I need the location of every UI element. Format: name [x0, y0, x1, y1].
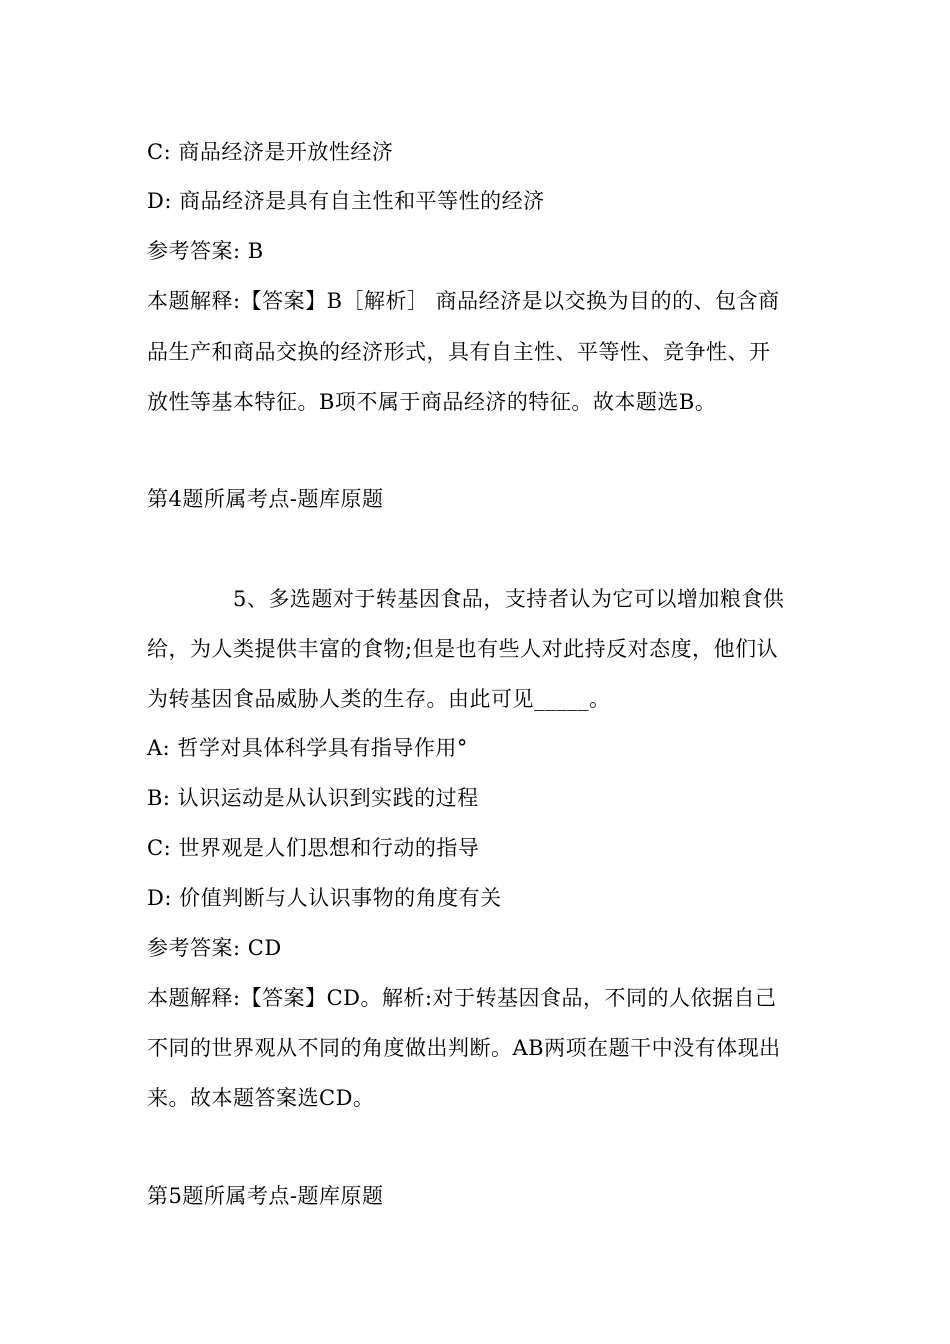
q5-option-c: C: 世界观是人们思想和行动的指导 [147, 836, 480, 860]
q5-option-a: A: 哲学对具体科学具有指导作用° [147, 736, 468, 760]
q5-answer: 参考答案: CD [147, 936, 282, 960]
q5-option-d: D: 价值判断与人认识事物的角度有关 [147, 886, 502, 910]
q3-option-d: D: 商品经济是具有自主性和平等性的经济 [147, 189, 545, 213]
q4-knowledge-point: 第4题所属考点-题库原题 [147, 487, 384, 511]
q3-explanation-line-3: 放性等基本特征。B项不属于商品经济的特征。故本题选B。 [147, 390, 717, 414]
q3-option-c: C: 商品经济是开放性经济 [147, 140, 394, 164]
q5-explanation-line-1: 本题解释:【答案】CD。解析:对于转基因食品，不同的人依据自己 [147, 986, 777, 1010]
q5-explanation-line-2: 不同的世界观从不同的角度做出判断。AB两项在题干中没有体现出 [147, 1036, 781, 1060]
q3-explanation-line-2: 品生产和商品交换的经济形式，具有自主性、平等性、竞争性、开 [147, 340, 771, 364]
q5-option-b: B: 认识运动是从认识到实践的过程 [147, 786, 479, 810]
q5-question-line-2: 给，为人类提供丰富的食物;但是也有些人对此持反对态度，他们认 [147, 637, 779, 661]
q3-answer: 参考答案: B [147, 239, 264, 263]
q5-question-line-1: 5、多选题对于转基因食品，支持者认为它可以增加粮食供 [233, 587, 785, 611]
q5-knowledge-point: 第5题所属考点-题库原题 [147, 1184, 384, 1208]
q5-explanation-line-3: 来。故本题答案选CD。 [147, 1086, 375, 1110]
q3-explanation-line-1: 本题解释:【答案】B［解析］ 商品经济是以交换为目的的、包含商 [147, 289, 780, 313]
q5-question-line-3: 为转基因食品威胁人类的生存。由此可见_____。 [147, 687, 611, 711]
